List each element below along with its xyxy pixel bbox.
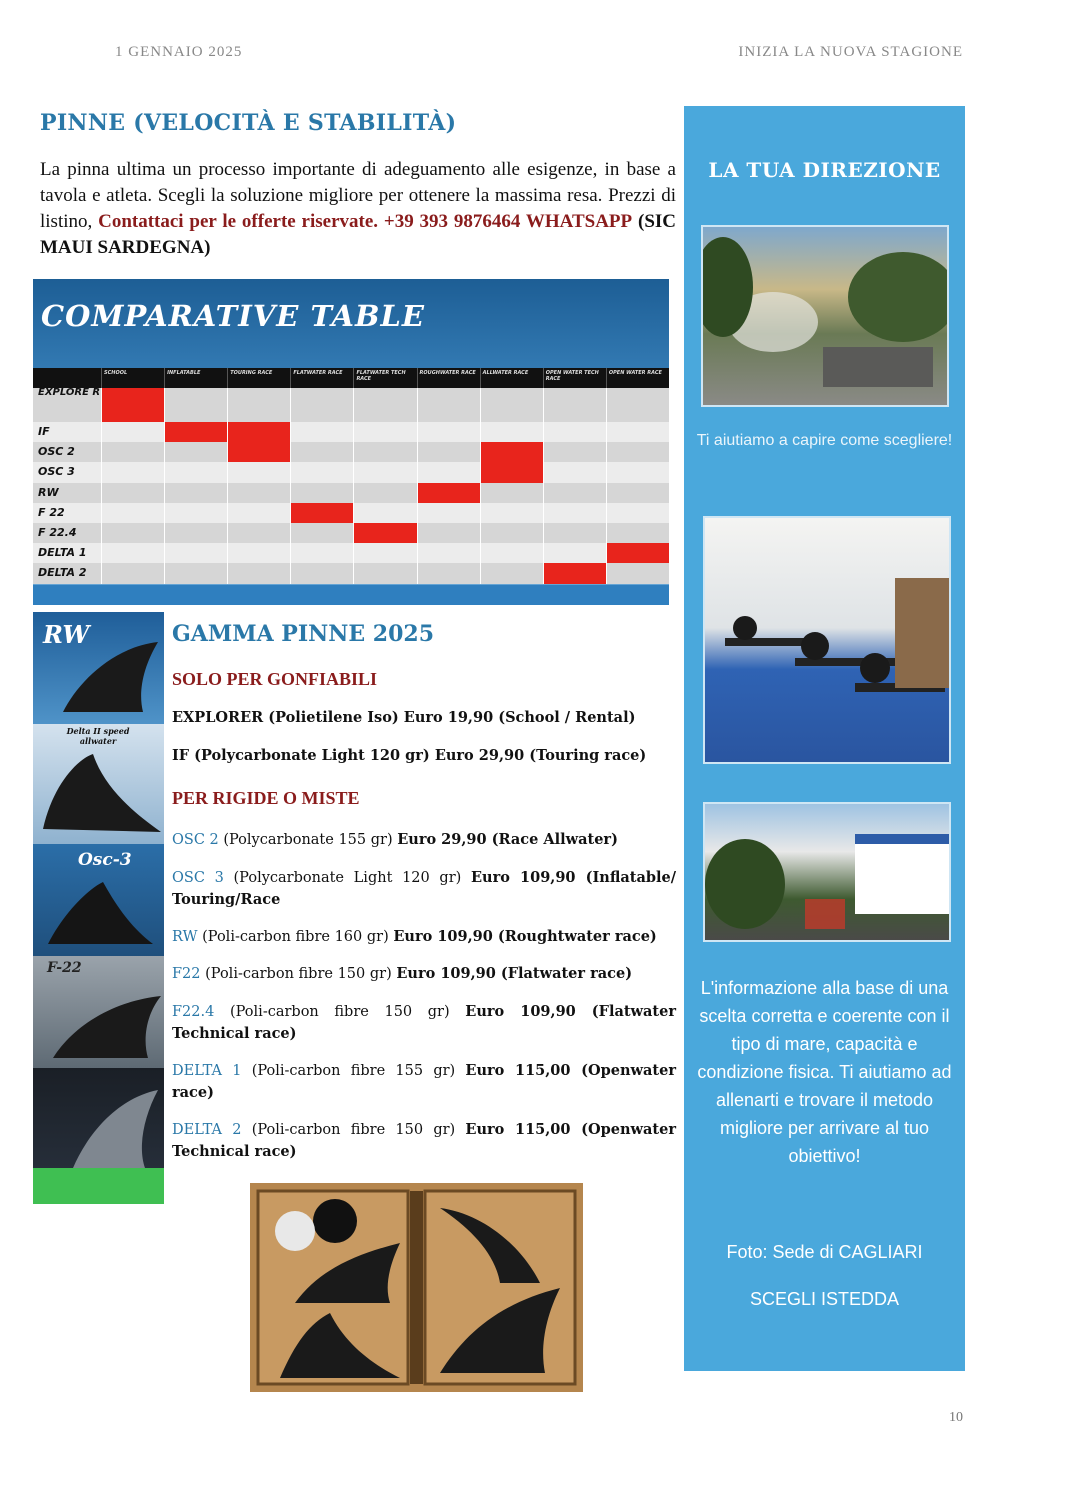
- fin-price: Euro 29,90 (Race Allwater): [397, 831, 618, 848]
- rigid-item: [172, 963, 676, 985]
- table-cell: [606, 503, 669, 523]
- fin-box-illustration: [250, 1183, 583, 1392]
- column-header: ALLWATER RACE: [480, 368, 543, 388]
- table-cell: [227, 503, 290, 523]
- table-cell: [353, 523, 416, 543]
- column-header: SCHOOL: [101, 368, 164, 388]
- rigid-heading: PER RIGIDE O MISTE: [172, 788, 360, 808]
- table-cell: [290, 388, 353, 422]
- header-date: 1 GENNAIO 2025: [115, 44, 243, 60]
- table-cell: [606, 523, 669, 543]
- table-cell: [480, 543, 543, 563]
- table-cell: [606, 422, 669, 442]
- table-footer-bar: [33, 585, 669, 605]
- column-header: TOURING RACE: [227, 368, 290, 388]
- fin-spec: (Poli-carbon fibre 150 gr): [251, 1122, 456, 1138]
- page-title: PINNE (VELOCITÀ E STABILITÀ): [40, 110, 457, 136]
- table-cell: [417, 422, 480, 442]
- photo-credit: Foto: Sede di CAGLIARI: [726, 1242, 923, 1262]
- comparative-table: [33, 279, 669, 605]
- fin-spec: (Polycarbonate Light 120 gr): [233, 870, 462, 886]
- table-cell: [480, 422, 543, 442]
- sidebar-body: L'informazione alla base di una scelta corretta e coerente con il tipo di mare, capacità e condizione fisica. Ti aiutiamo ad allenarti e trovare il metodo migliore per arrivare al tuo obiettivo!: [697, 978, 952, 1166]
- fin-spec: (Poli-carbon fibre 155 gr): [251, 1063, 456, 1079]
- table-row: [33, 523, 669, 543]
- sidebar-panel: [684, 106, 965, 1371]
- table-cell: [606, 543, 669, 563]
- rigid-item: [172, 926, 676, 948]
- table-cell: [290, 503, 353, 523]
- intro-text: La pinna ultima un processo importante di adeguamento alle esigenze, in base a tavola e atleta. Scegli la soluzione migliore per ottenere la massima resa. Prezzi di listino,: [40, 159, 676, 232]
- row-label: F 22: [38, 505, 65, 519]
- table-cell: [164, 543, 227, 563]
- mounted-fin-image: [33, 1068, 164, 1204]
- table-cell: [353, 503, 416, 523]
- fin-images-strip: [33, 612, 164, 1204]
- contact-link[interactable]: Contattaci per le offerte riservate.: [98, 211, 379, 232]
- table-cell: [543, 422, 606, 442]
- column-header: INFLATABLE: [164, 368, 227, 388]
- delta-fin-shape: [33, 724, 164, 844]
- table-cell: [164, 462, 227, 482]
- fin-name: DELTA 1: [172, 1063, 242, 1079]
- table-cell: [480, 503, 543, 523]
- fin-box-photo: [250, 1183, 583, 1392]
- rw-fin-image: [33, 612, 164, 724]
- table-cell: [543, 462, 606, 482]
- table-cell: [101, 422, 164, 442]
- table-cell: [606, 462, 669, 482]
- table-cell: [164, 442, 227, 462]
- row-label: OSC 3: [38, 465, 75, 479]
- table-cell: [290, 523, 353, 543]
- table-cell: [353, 442, 416, 462]
- table-cell: [290, 442, 353, 462]
- table-cell: [164, 523, 227, 543]
- table-cell: [417, 563, 480, 583]
- table-cell: [480, 388, 543, 422]
- table-row: [33, 462, 669, 482]
- table-cell: [480, 483, 543, 503]
- osc3-fin-image: [33, 844, 164, 956]
- fin-price: Euro 109,90 (Flatwater race): [396, 965, 633, 982]
- table-cell: [227, 543, 290, 563]
- table-cell: [227, 388, 290, 422]
- table-cell: [227, 462, 290, 482]
- fin-price: Euro 109,90 (Inflatable/ Touring/Race: [172, 869, 677, 908]
- column-header: FLATWATER RACE: [290, 368, 353, 388]
- table-cell: [480, 442, 543, 462]
- table-cell: [543, 483, 606, 503]
- column-header: FLATWATER TECH RACE: [353, 368, 416, 388]
- osc3-fin-shape: [33, 844, 164, 956]
- table-cell: [417, 388, 480, 422]
- inflatable-heading: SOLO PER GONFIABILI: [172, 669, 378, 689]
- table-cell: [101, 543, 164, 563]
- rigid-item: [172, 829, 676, 851]
- header-section: INIZIA LA NUOVA STAGIONE: [738, 44, 963, 60]
- rigid-item: [172, 1001, 676, 1045]
- table-cell: [227, 563, 290, 583]
- table-cell: [606, 563, 669, 583]
- table-cell: [480, 462, 543, 482]
- table-cell: [101, 442, 164, 462]
- table-cell: [101, 388, 164, 422]
- column-header: OPEN WATER TECH RACE: [543, 368, 606, 388]
- rowing-gym-photo: [703, 516, 951, 764]
- header-corner: [33, 368, 101, 388]
- table-cell: [606, 442, 669, 462]
- table-cell: [227, 523, 290, 543]
- table-cell: [417, 462, 480, 482]
- dealer-name: (SIC MAUI SARDEGNA): [40, 211, 677, 258]
- sidebar-caption: Ti aiutiamo a capire come scegliere!: [696, 432, 953, 449]
- outdoor-base-illustration: [703, 227, 949, 407]
- whatsapp-phone[interactable]: +39 393 9876464 WHATSAPP: [383, 211, 633, 232]
- outdoor-base-photo: [701, 225, 949, 407]
- table-cell: [290, 543, 353, 563]
- table-cell: [417, 543, 480, 563]
- table-cell: [353, 563, 416, 583]
- table-cell: [101, 503, 164, 523]
- page-number: 10: [949, 1410, 963, 1425]
- fin-name: F22.4: [172, 1004, 215, 1020]
- table-cell: [417, 523, 480, 543]
- delta-fin-label: Delta II speed allwater: [66, 726, 130, 746]
- table-cell: [353, 543, 416, 563]
- rw-fin-shape: [33, 612, 164, 724]
- table-cell: [164, 503, 227, 523]
- table-cell: [101, 523, 164, 543]
- table-cell: [543, 543, 606, 563]
- table-cell: [543, 563, 606, 583]
- cta-scegli-istedda[interactable]: SCEGLI ISTEDDA: [749, 1289, 900, 1309]
- table-cell: [290, 563, 353, 583]
- table-cell: [543, 388, 606, 422]
- fin-price: Euro 115,00 (Openwater race): [172, 1062, 676, 1101]
- rw-fin-label: RW: [43, 620, 90, 649]
- osc3-fin-label: Osc-3: [78, 850, 132, 870]
- row-label: IF: [38, 425, 50, 438]
- cagliari-base-photo: [703, 802, 951, 942]
- row-label: EXPLORE R: [38, 387, 101, 398]
- fin-spec: (Poli-carbon fibre 150 gr): [229, 1004, 450, 1020]
- table-cell: [417, 503, 480, 523]
- table-cell: [417, 442, 480, 462]
- table-row: [33, 442, 669, 462]
- rowing-gym-illustration: [705, 518, 951, 764]
- table-cell: [227, 422, 290, 442]
- table-cell: [543, 442, 606, 462]
- row-label: OSC 2: [38, 445, 75, 459]
- table-cell: [164, 483, 227, 503]
- table-row: [33, 563, 669, 583]
- table-row: [33, 483, 669, 503]
- fin-spec: (Poli-carbon fibre 160 gr): [202, 929, 389, 945]
- comparative-body: [33, 388, 669, 584]
- inflatable-item: IF (Polycarbonate Light 120 gr) Euro 29,90 (Touring race): [172, 747, 647, 764]
- intro-paragraph: [40, 157, 676, 261]
- cagliari-base-illustration: [705, 804, 951, 942]
- table-cell: [101, 563, 164, 583]
- table-cell: [227, 483, 290, 503]
- table-row: [33, 388, 669, 422]
- range-title: GAMMA PINNE 2025: [172, 621, 435, 647]
- table-cell: [290, 462, 353, 482]
- column-header: ROUGHWATER RACE: [417, 368, 480, 388]
- comparative-header-row: [33, 368, 669, 388]
- fin-name: DELTA 2: [172, 1122, 242, 1138]
- table-cell: [353, 388, 416, 422]
- table-cell: [101, 483, 164, 503]
- table-cell: [353, 462, 416, 482]
- fin-price: Euro 109,90 (Roughtwater race): [393, 928, 657, 945]
- table-cell: [353, 483, 416, 503]
- delta-fin-image: [33, 724, 164, 844]
- table-cell: [606, 483, 669, 503]
- mounted-fin-shape: [33, 1068, 164, 1204]
- table-cell: [164, 388, 227, 422]
- row-label: F 22.4: [38, 525, 77, 539]
- fin-price: Euro 109,90 (Flatwater Technical race): [172, 1003, 676, 1042]
- table-cell: [606, 388, 669, 422]
- fin-price: Euro 115,00 (Openwater Technical race): [172, 1121, 676, 1160]
- rigid-item: [172, 1060, 676, 1104]
- sidebar-title: LA TUA DIREZIONE: [708, 158, 941, 182]
- comparative-table-title: COMPARATIVE TABLE: [41, 299, 426, 333]
- fin-spec: (Polycarbonate 155 gr): [223, 832, 393, 848]
- column-header: OPEN WATER RACE: [606, 368, 669, 388]
- table-row: [33, 543, 669, 563]
- inflatable-item: EXPLORER (Polietilene Iso) Euro 19,90 (School / Rental): [172, 709, 636, 726]
- rigid-item: [172, 867, 676, 911]
- table-cell: [480, 523, 543, 543]
- fin-name: OSC 2: [172, 832, 219, 848]
- fin-name: OSC 3: [172, 870, 224, 886]
- fin-spec: (Poli-carbon fibre 150 gr): [205, 966, 392, 982]
- comparative-grid: [33, 368, 669, 584]
- f22-fin-label: F-22: [47, 960, 82, 976]
- table-cell: [290, 422, 353, 442]
- rigid-item: [172, 1119, 676, 1163]
- fin-name: F22: [172, 966, 201, 982]
- table-cell: [164, 422, 227, 442]
- table-cell: [101, 462, 164, 482]
- f22-fin-image: [33, 956, 164, 1068]
- table-cell: [543, 503, 606, 523]
- table-cell: [480, 563, 543, 583]
- fin-name: RW: [172, 929, 198, 945]
- table-cell: [290, 483, 353, 503]
- row-label: DELTA 1: [38, 546, 87, 560]
- table-row: [33, 503, 669, 523]
- row-label: RW: [38, 485, 59, 499]
- f22-fin-shape: [33, 956, 164, 1068]
- table-row: [33, 422, 669, 442]
- table-cell: [164, 563, 227, 583]
- table-cell: [353, 422, 416, 442]
- table-cell: [227, 442, 290, 462]
- table-cell: [543, 523, 606, 543]
- row-label: DELTA 2: [38, 566, 87, 580]
- table-cell: [417, 483, 480, 503]
